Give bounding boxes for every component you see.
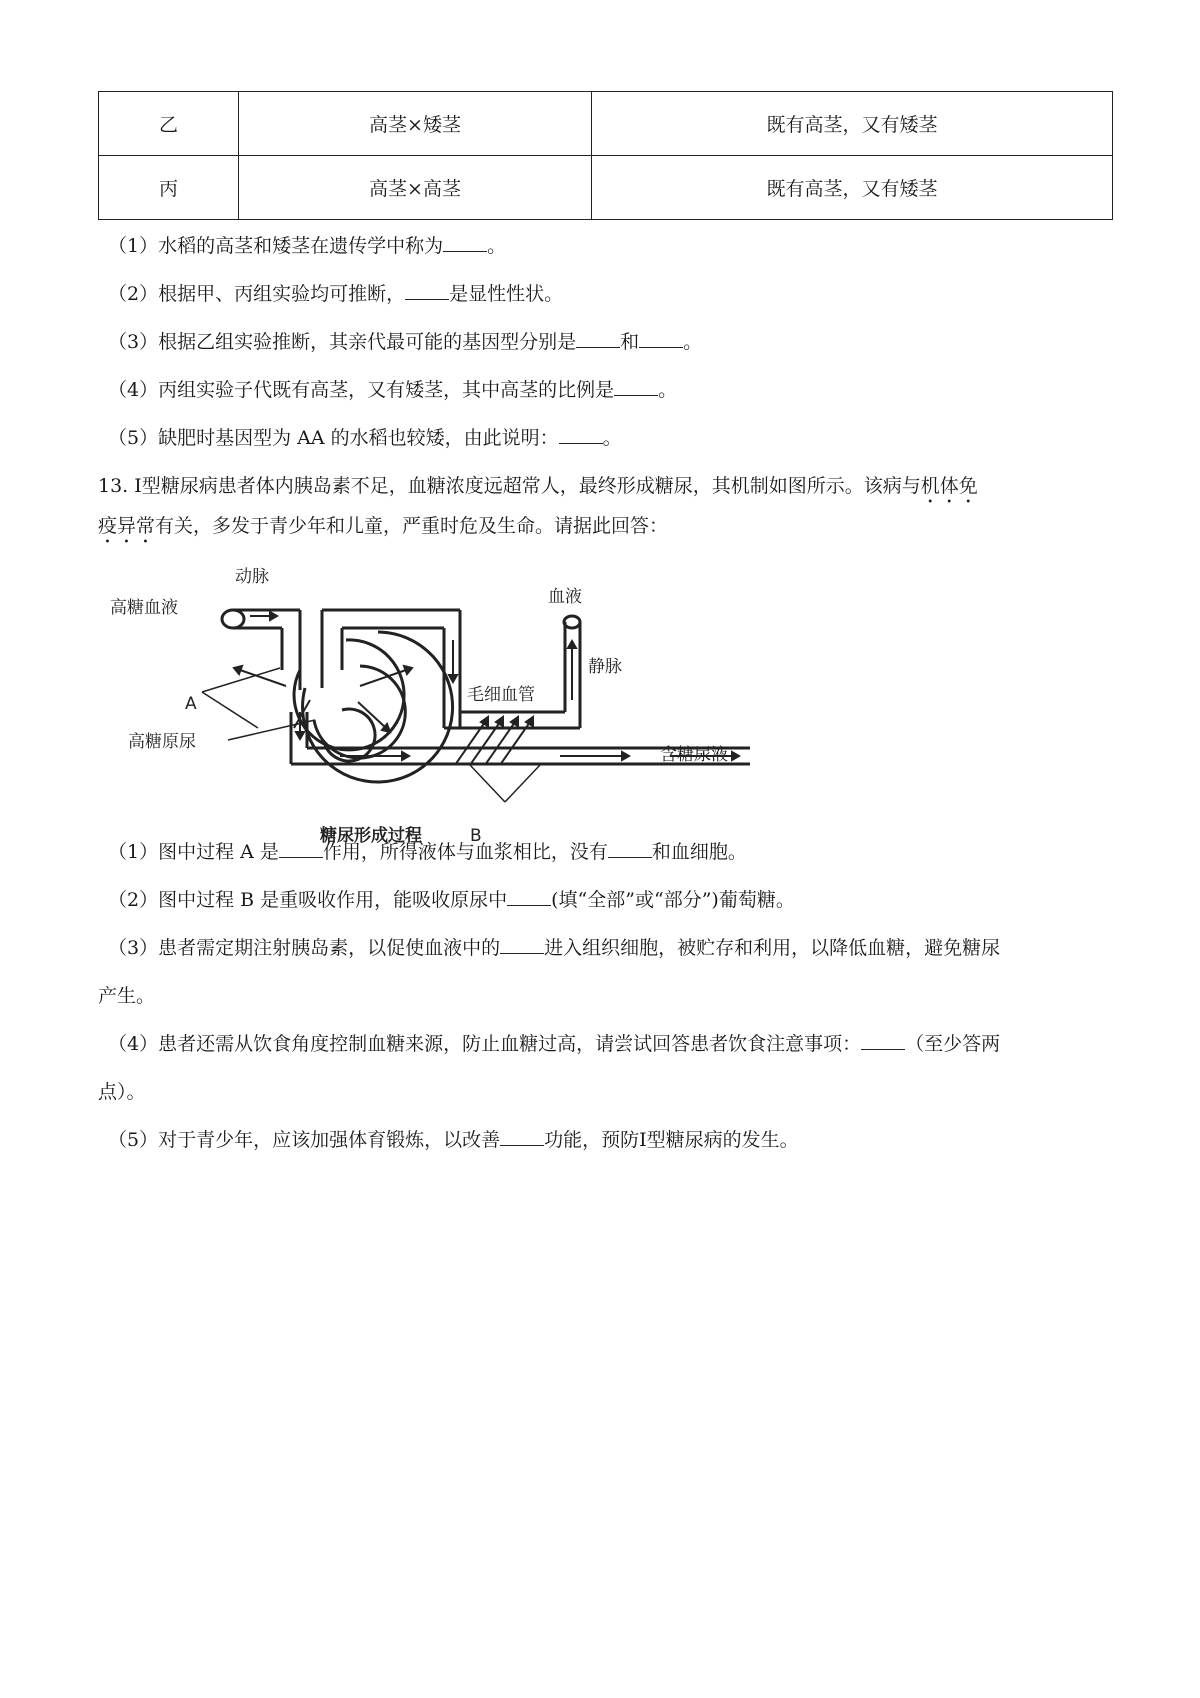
- answer-blank[interactable]: [443, 233, 487, 252]
- q13-item-3-line1: （3）患者需定期注射胰岛素，以促使血液中的 进入组织细胞，被贮存和利用，以降低血糖，避免糖尿: [108, 937, 1001, 959]
- table-cell-cross: 高茎×矮茎: [239, 92, 592, 156]
- q13-item-2: （2）图中过程 B 是重吸收作用，能吸收原尿中 (填“全部”或“部分”)葡萄糖。: [108, 889, 795, 911]
- table-row: [99, 92, 1113, 156]
- capsule-outer-wall: [303, 632, 453, 782]
- answer-blank[interactable]: [507, 887, 551, 906]
- table-cell-offspring: 既有高茎，又有矮茎: [592, 156, 1113, 220]
- label-high-sugar-blood: 高糖血液: [110, 598, 178, 618]
- answer-blank[interactable]: [500, 1127, 544, 1146]
- q12-item-3: （3）根据乙组实验推断，其亲代最可能的基因型分别是 和 。: [108, 331, 703, 353]
- q13-intro-line1: 13. Ⅰ型糖尿病患者体内胰岛素不足，血糖浓度远超常人，最终形成糖尿，其机制如图所示。该病与机体免: [98, 475, 978, 497]
- label-sugar-urine: 含糖尿液: [660, 745, 728, 765]
- pointer-B: [470, 765, 505, 802]
- label-vein: 静脉: [588, 657, 622, 677]
- label-artery: 动脉: [235, 567, 269, 587]
- genetics-table: [98, 91, 1113, 220]
- answer-blank[interactable]: [614, 377, 658, 396]
- q12-item-2: （2）根据甲、丙组实验均可推断， 是显性性状。: [108, 283, 564, 305]
- q13-item-5: （5）对于青少年，应该加强体育锻炼，以改善 功能，预防Ⅰ型糖尿病的发生。: [108, 1129, 799, 1151]
- capsule-inner-wall: [294, 640, 404, 750]
- label-A: A: [185, 694, 197, 714]
- table-cell-cross: 高茎×高茎: [239, 156, 592, 220]
- answer-blank[interactable]: [861, 1031, 905, 1050]
- label-B: B: [470, 826, 482, 846]
- table-row: [99, 156, 1113, 220]
- figure-caption: 糖尿形成过程: [320, 826, 422, 846]
- q13-item-1: （1）图中过程 A 是 作用，所得液体与血浆相比，没有 和血细胞。: [108, 841, 747, 863]
- table-cell-offspring: 既有高茎，又有矮茎: [592, 92, 1113, 156]
- answer-blank[interactable]: [500, 935, 544, 954]
- answer-blank[interactable]: [639, 329, 683, 348]
- answer-blank[interactable]: [576, 329, 620, 348]
- q13-item-3-line2: 产生。: [98, 985, 156, 1007]
- answer-blank[interactable]: [608, 839, 652, 858]
- q13-intro-line2: 疫异常有关，多发于青少年和儿童，严重时危及生命。请据此回答：: [98, 515, 669, 537]
- answer-blank[interactable]: [559, 425, 603, 444]
- answer-blank[interactable]: [279, 839, 323, 858]
- artery-tube-opening: [222, 610, 244, 628]
- answer-blank[interactable]: [405, 281, 449, 300]
- table-cell-group: 丙: [99, 156, 239, 220]
- q12-item-1: （1）水稻的高茎和矮茎在遗传学中称为 。: [108, 235, 507, 257]
- q13-item-4-line1: （4）患者还需从饮食角度控制血糖来源，防止血糖过高，请尝试回答患者饮食注意事项： （至少答两: [108, 1033, 1001, 1055]
- label-primary-urine: 高糖原尿: [128, 732, 196, 752]
- q12-item-5: （5）缺肥时基因型为 AA 的水稻也较矮，由此说明： 。: [108, 427, 622, 449]
- q13-item-4-line2: 点）。: [98, 1081, 146, 1103]
- label-blood: 血液: [548, 587, 582, 607]
- urine-formation-figure: [110, 560, 830, 880]
- q12-item-4: （4）丙组实验子代既有高茎，又有矮茎，其中高茎的比例是 。: [108, 379, 678, 401]
- table-cell-group: 乙: [99, 92, 239, 156]
- label-capillary: 毛细血管: [467, 685, 535, 705]
